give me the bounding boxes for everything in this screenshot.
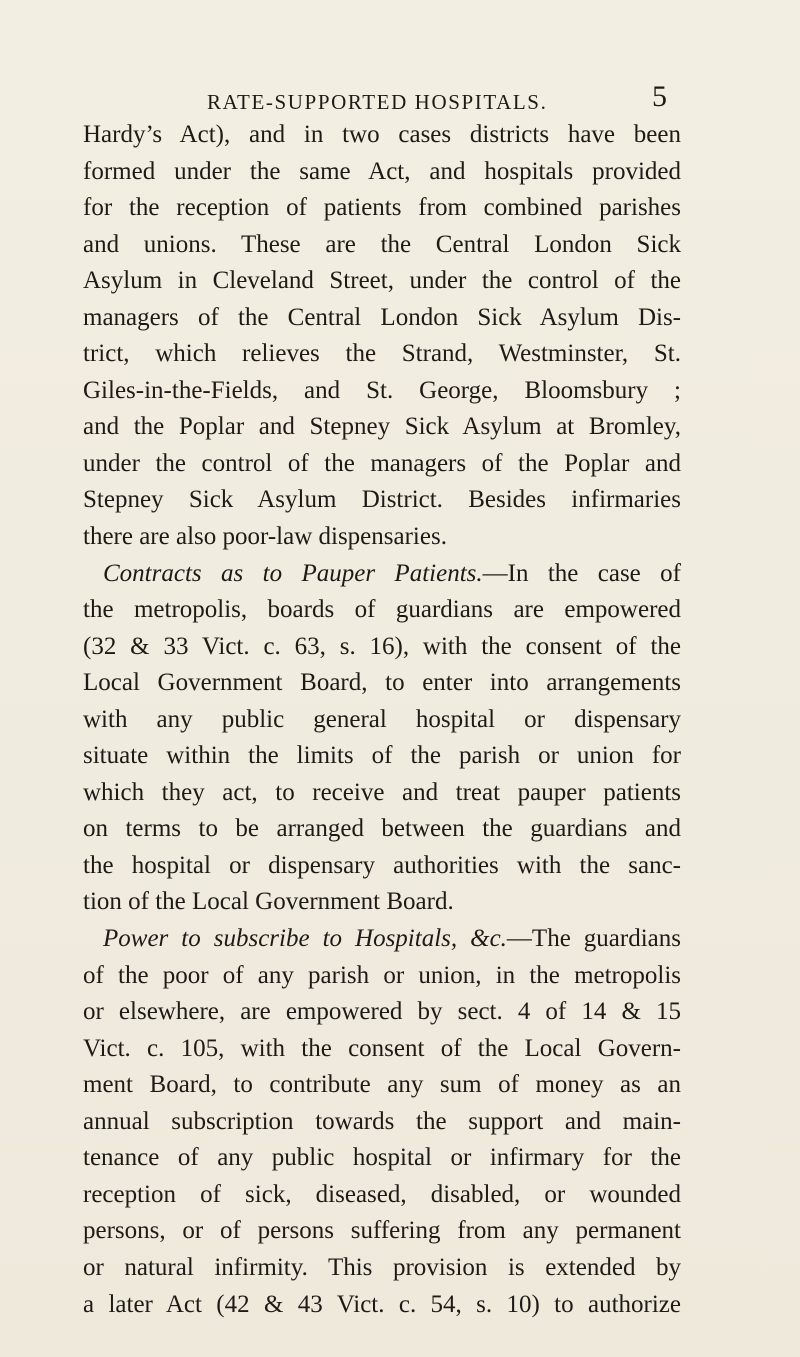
- text-line: tion of the Local Government Board.: [83, 888, 454, 916]
- text-line: Vict. c. 105, with the consent of the Local Govern-: [83, 1034, 681, 1062]
- text-line: tenance of any public hospital or infirmary for the: [83, 1144, 681, 1172]
- text-line: (32 & 33 Vict. c. 63, s. 16), with the consent of the: [83, 632, 681, 660]
- text-line: under the control of the managers of the Poplar and: [83, 449, 681, 477]
- text-line: formed under the same Act, and hospitals provided: [83, 157, 681, 185]
- text-line: there are also poor-law dispensaries.: [83, 523, 447, 551]
- body-text: [83, 117, 681, 1323]
- text-line: of the poor of any parish or union, in the metropolis: [83, 961, 681, 989]
- text-line: situate within the limits of the parish or union for: [83, 742, 681, 770]
- text-line: the metropolis, boards of guardians are empowered: [83, 596, 681, 624]
- text-line: or elsewhere, are empowered by sect. 4 of 14 & 15: [83, 998, 681, 1026]
- text-line: annual subscription towards the support and main-: [83, 1107, 681, 1135]
- text-line: on terms to be arranged between the guardians and: [83, 815, 681, 843]
- text-line: with any public general hospital or dispensary: [83, 705, 681, 733]
- text-line: managers of the Central London Sick Asylum Dis-: [83, 303, 681, 331]
- text-line: for the reception of patients from combined parishes: [83, 194, 681, 222]
- page-number: 5: [652, 80, 667, 113]
- text-line: a later Act (42 & 43 Vict. c. 54, s. 10) to authorize: [83, 1290, 681, 1318]
- text-line: and the Poplar and Stepney Sick Asylum at Bromley,: [83, 413, 681, 441]
- text-line: or natural infirmity. This provision is extended by: [83, 1253, 681, 1281]
- heading-continuation: —In the case of: [482, 559, 681, 587]
- text-line: Hardy’s Act), and in two cases districts have been: [83, 121, 681, 148]
- text-line: Giles-in-the-Fields, and St. George, Bloomsbury ;: [83, 376, 681, 404]
- text-line: ment Board, to contribute any sum of money as an: [83, 1071, 681, 1099]
- text-line: and unions. These are the Central London Sick: [83, 230, 681, 258]
- text-line: reception of sick, diseased, disabled, or wounded: [83, 1180, 681, 1208]
- text-line: which they act, to receive and treat pauper patients: [83, 778, 681, 806]
- text-line: the hospital or dispensary authorities with the sanc-: [83, 851, 681, 879]
- text-line: persons, or of persons suffering from any permanent: [83, 1217, 681, 1245]
- text-line-with-heading: [83, 921, 681, 958]
- text-line: Local Government Board, to enter into arrangements: [83, 669, 681, 697]
- section-heading-power-to-subscribe: Power to subscribe to Hospitals, &c.: [103, 925, 507, 953]
- heading-continuation: —The guardians: [506, 925, 681, 953]
- text-line: Asylum in Cleveland Street, under the control of the: [83, 267, 681, 295]
- text-line: Stepney Sick Asylum District. Besides infirmaries: [83, 486, 681, 514]
- section-heading-contracts: Contracts as to Pauper Patients.: [103, 559, 483, 587]
- running-head: [82, 78, 682, 118]
- running-title: RATE-SUPPORTED HOSPITALS.: [207, 90, 548, 114]
- text-line: trict, which relieves the Strand, Westminster, St.: [83, 340, 681, 368]
- text-line-with-heading: [83, 556, 681, 593]
